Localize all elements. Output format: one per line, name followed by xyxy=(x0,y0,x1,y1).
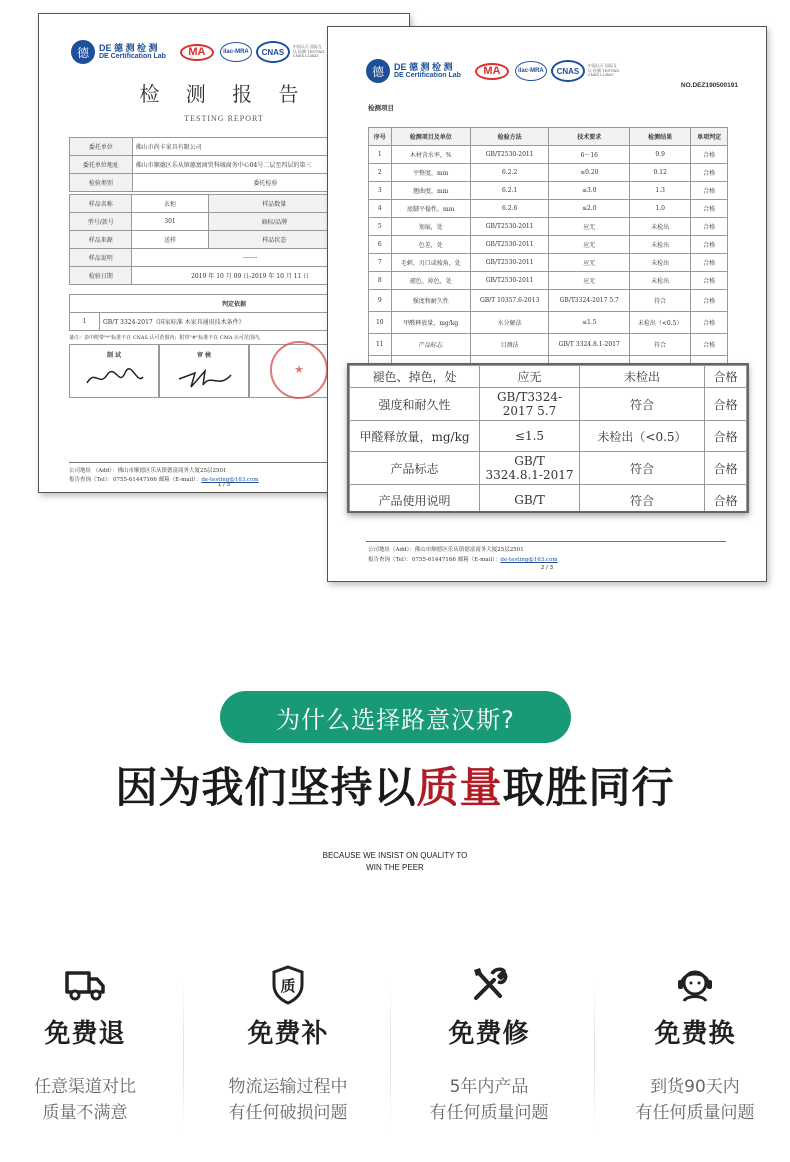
table-row xyxy=(350,485,747,514)
table-cell: 应无 xyxy=(549,272,630,290)
table-cell: GB/T3324-2017 5.7 xyxy=(549,290,630,312)
feature-divider xyxy=(390,980,391,1130)
judgement-header: 判定依据 xyxy=(70,295,399,313)
footer-address: 公司地址 （Add）：佛山市顺德区乐从镇德富商务大厦25层2501 xyxy=(69,468,227,474)
table-cell: 4 xyxy=(369,200,392,218)
headline-highlight: 质量 xyxy=(416,763,503,812)
table-row xyxy=(350,452,747,485)
service-agent-icon xyxy=(615,965,775,1005)
table-cell: 符合 xyxy=(580,452,705,485)
table-cell: 佛山市顺德区乐从镇德富商贸科城商务中心04号二层至四层的第三 xyxy=(132,156,398,174)
table-cell: 应无 xyxy=(549,218,630,236)
table-cell: 应无 xyxy=(480,366,580,388)
footer-tel: 报告查询（Tel）：0755-61447166 邮箱（E-mail）： xyxy=(69,477,202,483)
table-cell: 6～16 xyxy=(549,146,630,164)
lab-name-cn: DE 德 测 检 测 xyxy=(394,61,453,72)
table-cell: GB/T 3324.8.1-2017 xyxy=(480,452,580,485)
lab-name-cn: DE 德 测 检 测 xyxy=(99,42,158,53)
table-cell: GB/T2530-2011 xyxy=(470,254,548,272)
table-cell: 委托单位 xyxy=(70,138,133,156)
table-cell: 合格 xyxy=(704,485,746,514)
table-cell: ≤1.5 xyxy=(480,421,580,452)
table-cell: GB/T3324-2017 5.7 xyxy=(480,388,580,421)
table-cell: 7 xyxy=(369,254,392,272)
table-row xyxy=(369,200,728,218)
table-cell: 10 xyxy=(369,312,392,334)
table-cell: GB/T2530-2011 xyxy=(470,146,548,164)
table-cell: 翘曲度，mm xyxy=(391,182,470,200)
table-row xyxy=(369,290,728,312)
table-cell: 符合 xyxy=(580,388,705,421)
lab-name-en: DE Certification Lab xyxy=(99,53,166,61)
table-row xyxy=(70,231,369,249)
ilac-mra-badge: ilac-MRA xyxy=(515,61,547,81)
table-cell: 样品数量 xyxy=(208,195,340,213)
feature-title: 免费补 xyxy=(247,1019,329,1049)
feature-desc-1: 5年内产品 xyxy=(449,1077,529,1097)
table-cell: 样品来源 xyxy=(70,231,132,249)
table-row xyxy=(70,195,369,213)
feature-title: 免费换 xyxy=(654,1019,736,1049)
lab-name-en: DE Certification Lab xyxy=(394,72,461,80)
table-cell: 检验方法 xyxy=(470,128,548,146)
signature-tester xyxy=(69,344,159,398)
table-cell: 0.12 xyxy=(630,164,691,182)
headline-part-2: 取胜同行 xyxy=(502,763,675,812)
signature-reviewer-label: 审 核 xyxy=(196,352,212,359)
footer-email: de-testing@163.com xyxy=(500,557,558,563)
table-cell: 合格 xyxy=(691,272,728,290)
table-row xyxy=(369,254,728,272)
judgement-standard: GB/T 3324-2017《国家标准 木家具通用技术条件》 xyxy=(100,313,399,331)
table-cell: 样品说明 xyxy=(70,249,132,267)
cnas-note: 中国认可 国际互认 检测 TESTING CNAS L13522 xyxy=(292,43,325,59)
table-cell: GB/T2530-2011 xyxy=(470,236,548,254)
tools-icon xyxy=(409,965,569,1005)
table-cell: 褪色、掉色，处 xyxy=(391,272,470,290)
table-cell: 5 xyxy=(369,218,392,236)
footer-divider xyxy=(366,541,726,542)
table-cell: 合格 xyxy=(691,218,728,236)
signature-tester-label: 制 试 xyxy=(106,352,122,359)
table-row xyxy=(369,312,728,334)
cma-badge: MA xyxy=(180,44,214,61)
table-row xyxy=(70,267,369,285)
table-row xyxy=(369,334,728,356)
feature-desc-1: 物流运输过程中 xyxy=(228,1077,348,1097)
de-logo: 德 xyxy=(366,59,390,83)
table-cell: 强度和耐久性 xyxy=(391,290,470,312)
table-cell: 合格 xyxy=(691,312,728,334)
table-cell: 合格 xyxy=(704,366,746,388)
table-cell: 衣柜 xyxy=(132,195,208,213)
headline-part-1: 因为我们坚持以 xyxy=(115,763,417,812)
table-cell: 6.2.6 xyxy=(470,200,548,218)
table-cell: 应无 xyxy=(549,236,630,254)
table-cell: 2019 年 10 月 09 日-2019 年 10 月 11 日 xyxy=(132,267,369,285)
table-cell: 合格 xyxy=(704,452,746,485)
table-cell: 11 xyxy=(369,334,392,356)
table-cell: 色差，处 xyxy=(391,236,470,254)
table-cell: 未检出 xyxy=(630,218,691,236)
table-row xyxy=(369,164,728,182)
page-number: 2 / 3 xyxy=(540,565,554,571)
table-cell: 合格 xyxy=(691,200,728,218)
table-cell: GB/T 3324.8.1-2017 xyxy=(549,334,630,356)
judgement-index: 1 xyxy=(70,313,100,331)
section-heading: 检测项目 xyxy=(368,104,394,112)
table-cell: 合格 xyxy=(691,334,728,356)
table-cell: 序号 xyxy=(369,128,392,146)
feature-desc-1: 任意渠道对比 xyxy=(34,1077,136,1097)
table-cell: ------- xyxy=(132,249,369,267)
table-cell: 技术要求 xyxy=(549,128,630,146)
table-cell: ≤0.20 xyxy=(549,164,630,182)
table-cell: 应无 xyxy=(549,254,630,272)
table-cell: 合格 xyxy=(704,421,746,452)
feature-title: 免费修 xyxy=(448,1019,530,1049)
table-cell: 9.9 xyxy=(630,146,691,164)
table-cell: 佛山市尚卡家具有限公司 xyxy=(132,138,398,156)
feature-desc-2: 有任何质量问题 xyxy=(635,1103,755,1123)
table-cell: 1.0 xyxy=(630,200,691,218)
table-cell: 检验类别 xyxy=(70,174,133,192)
tester-signature xyxy=(85,365,145,391)
why-choose-pill: 为什么选择路意汉斯? xyxy=(220,691,571,743)
table-cell: 甲醛释放量，mg/kg xyxy=(391,312,470,334)
footer-address: 公司地址（Add）：佛山市顺德区乐从镇德富商务大厦25层2501 xyxy=(368,547,524,553)
report-number: NO.DEZ190500191 xyxy=(680,82,738,89)
table-cell: 单项判定 xyxy=(691,128,728,146)
table-cell: 产品标志 xyxy=(391,334,470,356)
official-stamp xyxy=(270,341,328,399)
table-cell: 强度和耐久性 xyxy=(350,388,480,421)
table-cell: 送样 xyxy=(132,231,208,249)
quality-shield-icon xyxy=(208,965,368,1005)
headline-english xyxy=(0,850,790,874)
table-row xyxy=(70,213,369,231)
cnas-note: 中国认可 国际互认 检测 TESTING CNAS L13522 xyxy=(587,62,620,78)
table-cell: 褪色、掉色，处 xyxy=(350,366,480,388)
table-cell: 产品使用说明 xyxy=(350,485,480,514)
table-cell: ≤3.0 xyxy=(549,182,630,200)
report-remark: 备注：表中附带"*"标准不在 CNAS 认可范围内；附带"#"标准不在 CMA 认可范围内。 xyxy=(69,335,265,341)
de-logo: 德 xyxy=(71,40,95,64)
feature-free-repair xyxy=(409,965,569,1126)
table-cell: 符合 xyxy=(630,290,691,312)
feature-free-exchange xyxy=(615,965,775,1126)
table-cell: 3 xyxy=(369,182,392,200)
table-cell: 6.2.2 xyxy=(470,164,548,182)
table-row xyxy=(369,182,728,200)
table-cell: 合格 xyxy=(691,146,728,164)
quality-headline xyxy=(0,755,790,815)
table-cell: 水分解法 xyxy=(470,312,548,334)
table-cell: 2 xyxy=(369,164,392,182)
table-cell: 甲醛释放量，mg/kg xyxy=(350,421,480,452)
table-cell: 目测法 xyxy=(470,334,548,356)
report-title: 检 测 报 告 xyxy=(139,82,309,106)
table-cell: GB/T2530-2011 xyxy=(470,218,548,236)
reviewer-signature xyxy=(175,365,235,391)
table-cell: 木材含水率，% xyxy=(391,146,470,164)
report-title-en: TESTING REPORT xyxy=(184,114,264,123)
table-cell: GB/T xyxy=(480,485,580,514)
table-cell: 合格 xyxy=(704,388,746,421)
table-cell: 型号/款号 xyxy=(70,213,132,231)
report-header-logos xyxy=(71,40,325,64)
feature-divider xyxy=(183,980,184,1130)
feature-free-replacement-part xyxy=(208,965,368,1126)
sample-info-table xyxy=(69,194,369,285)
table-cell: 平整度，mm xyxy=(391,164,470,182)
test-items-table xyxy=(368,127,728,378)
cnas-badge: CNAS xyxy=(551,60,585,82)
table-cell: 底脚平稳性，mm xyxy=(391,200,470,218)
footer-email: de-testing@163.com xyxy=(201,477,259,483)
table-cell: 毛刺、刃口或棱角，处 xyxy=(391,254,470,272)
feature-desc-1: 到货90天内 xyxy=(650,1077,740,1097)
zoomed-table xyxy=(349,365,747,513)
table-cell: 未检出（<0.5） xyxy=(630,312,691,334)
table-row xyxy=(369,272,728,290)
signature-reviewer xyxy=(159,344,249,398)
feature-desc-2: 有任何破损问题 xyxy=(228,1103,348,1123)
feature-title: 免费退 xyxy=(44,1019,126,1049)
table-cell: 1.3 xyxy=(630,182,691,200)
table-cell: 9 xyxy=(369,290,392,312)
table-cell: 1 xyxy=(369,146,392,164)
report-header-logos xyxy=(366,59,620,83)
table-row xyxy=(369,146,728,164)
table-row xyxy=(369,236,728,254)
table-cell: 商标/品牌 xyxy=(208,213,340,231)
table-cell: GB/T2530-2011 xyxy=(470,272,548,290)
table-cell: 样品名称 xyxy=(70,195,132,213)
table-cell: 样品状态 xyxy=(208,231,340,249)
table-cell: 检测结果 xyxy=(630,128,691,146)
table-cell: 产品标志 xyxy=(350,452,480,485)
feature-divider xyxy=(594,980,595,1130)
feature-desc-2: 质量不满意 xyxy=(42,1103,128,1123)
table-cell: 未检出 xyxy=(630,272,691,290)
table-cell: 合格 xyxy=(691,290,728,312)
table-cell: 8 xyxy=(369,272,392,290)
table-cell: GB/T 10357.6-2013 xyxy=(470,290,548,312)
table-row xyxy=(70,249,369,267)
feature-desc-2: 有任何质量问题 xyxy=(429,1103,549,1123)
footer-contact xyxy=(368,555,558,563)
headline-english-line-2: WIN THE PEER xyxy=(366,863,424,872)
table-cell: 符合 xyxy=(580,485,705,514)
cma-badge: MA xyxy=(475,63,509,80)
table-cell: 未检出 xyxy=(580,366,705,388)
table-cell: 6.2.1 xyxy=(470,182,548,200)
table-cell: 符合 xyxy=(630,334,691,356)
table-cell: 合格 xyxy=(691,236,728,254)
table-cell: 301 xyxy=(132,213,208,231)
table-cell: 合格 xyxy=(691,182,728,200)
table-cell: ≤2.0 xyxy=(549,200,630,218)
table-cell: ≤1.5 xyxy=(549,312,630,334)
table-cell: 合格 xyxy=(691,254,728,272)
table-cell: 委托检验 xyxy=(132,174,398,192)
table-row xyxy=(350,388,747,421)
feature-free-return xyxy=(5,965,165,1126)
table-cell: 未检出 xyxy=(630,236,691,254)
footer-tel: 报告查询（Tel）：0755-61447166 邮箱（E-mail）： xyxy=(368,557,501,563)
table-row xyxy=(369,218,728,236)
table-row xyxy=(350,366,747,388)
truck-icon xyxy=(5,965,165,1005)
cnas-badge: CNAS xyxy=(256,41,290,63)
table-cell: 检验日期 xyxy=(70,267,132,285)
table-row xyxy=(369,128,728,146)
page-number: 1 / 3 xyxy=(217,482,231,488)
table-cell: 检测项目及单位 xyxy=(391,128,470,146)
table-cell: 6 xyxy=(369,236,392,254)
table-cell: 未检出（<0.5） xyxy=(580,421,705,452)
table-cell: 未检出 xyxy=(630,254,691,272)
headline-english-line-1: BECAUSE WE INSIST ON QUALITY TO xyxy=(322,851,468,860)
table-cell: 合格 xyxy=(691,164,728,182)
table-cell: 划痕，处 xyxy=(391,218,470,236)
svg-text:质: 质 xyxy=(280,977,296,995)
table-row xyxy=(350,421,747,452)
zoomed-table-excerpt xyxy=(347,363,749,513)
ilac-mra-badge: ilac-MRA xyxy=(220,42,252,62)
table-cell: 委托单位地址 xyxy=(70,156,133,174)
